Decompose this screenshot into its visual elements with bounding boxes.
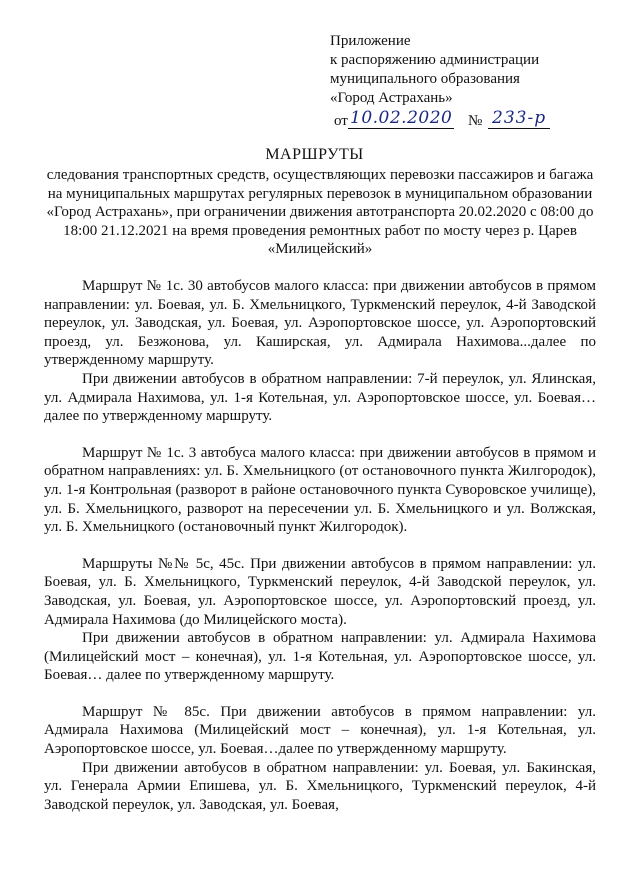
document-subtitle: следования транспортных средств, осуществляющих перевозки пассажиров и багажа на муниципальных маршрутах регулярных перевозок в муниципальном образовании «Город Астрахань», при ограничении движения автотранспорта 20.02.2020 с 08:00 до 18:00 21.12.2021 на время проведения ремонтных работ по мосту через р. Царев «Милицейский» bbox=[46, 167, 594, 257]
annex-line-4: «Город Астрахань» bbox=[330, 90, 453, 106]
document-body bbox=[44, 277, 596, 814]
paragraph-route-1c-reverse: При движении автобусов в обратном направлении: 7-й переулок, ул. Ялинская, ул. Адмирала Нахимова, ул. 1-я Котельная, ул. Аэропортовское шоссе, ул. Боевая…далее по утвержденному маршруту. bbox=[44, 370, 596, 425]
annex-line-1: Приложение bbox=[330, 33, 411, 49]
handwritten-number: 233-р bbox=[488, 109, 550, 129]
annex-line-2: к распоряжению администрации bbox=[330, 52, 540, 68]
paragraph-route-1c-small: Маршрут № 1с. 3 автобуса малого класса: при движении автобусов в прямом и обратном направлениях: ул. Б. Хмельницкого (от остановочного пункта Жилгородок), ул. 1-я Контрольная (разворот в районе остановочного пункта Суворовское училище), ул. Б. Хмельницкого, разворот на пересечении ул. Б. Хмельницкого и ул. Волжская, ул. Б. Хмельницкого (остановочный пункт Жилгородок). bbox=[44, 444, 596, 536]
paragraph-route-1c-forward: Маршрут № 1с. 30 автобусов малого класса: при движении автобусов в прямом направлении: ул. Боевая, ул. Б. Хмельницкого, Туркменский переулок, 4-й Заводской переулок, ул. Заводская, ул. Боевая, ул. Аэропортовское шоссе, ул. Аэропортовский проезд, ул. Безжонова, ул. Каширская, ул. Адмирала Нахимова...далее по утвержденному маршруту. bbox=[44, 278, 596, 369]
handwritten-date: 10.02.2020 bbox=[350, 108, 453, 128]
number-sign: № bbox=[468, 113, 483, 129]
paragraph-route-85c-forward: Маршрут № 85с. При движении автобусов в прямом направлении: ул. Адмирала Нахимова (Милицейский мост – конечная), ул. 1-я Котельная, ул. Аэропортовское шоссе, ул. Боевая…далее по утвержденному маршруту. bbox=[44, 703, 596, 758]
document-title: МАРШРУТЫ bbox=[265, 146, 364, 163]
annex-header bbox=[330, 32, 610, 131]
paragraph-route-85c-reverse: При движении автобусов в обратном направлении: ул. Боевая, ул. Бакинская, ул. Генерала Армии Епишева, ул. Б. Хмельницкого, Туркменский переулок, 4-й Заводской переулок, ул. Заводская, ул. Боевая, bbox=[44, 759, 596, 813]
paragraph-routes-5c-45c-forward: Маршруты №№ 5с, 45с. При движении автобусов в прямом направлении: ул. Боевая, ул. Б. Хмельницкого, Туркменский переулок, 4-й Заводской переулок, ул. Заводская, ул. Боевая, ул. Аэропортовское шоссе, ул. Аэропортовский проезд, ул. Адмирала Нахимова (до Милицейского моста). bbox=[44, 555, 596, 628]
annex-line-3: муниципального образования bbox=[330, 71, 520, 87]
order-date-number-line bbox=[334, 109, 610, 131]
ot-label: от bbox=[334, 113, 348, 129]
paragraph-routes-5c-45c-reverse: При движении автобусов в обратном направлении: ул. Адмирала Нахимова (Милицейский мост – конечная), ул. 1-я Котельная, ул. Аэропортовское шоссе, ул. Боевая… далее по утвержденному маршруту. bbox=[44, 630, 596, 684]
